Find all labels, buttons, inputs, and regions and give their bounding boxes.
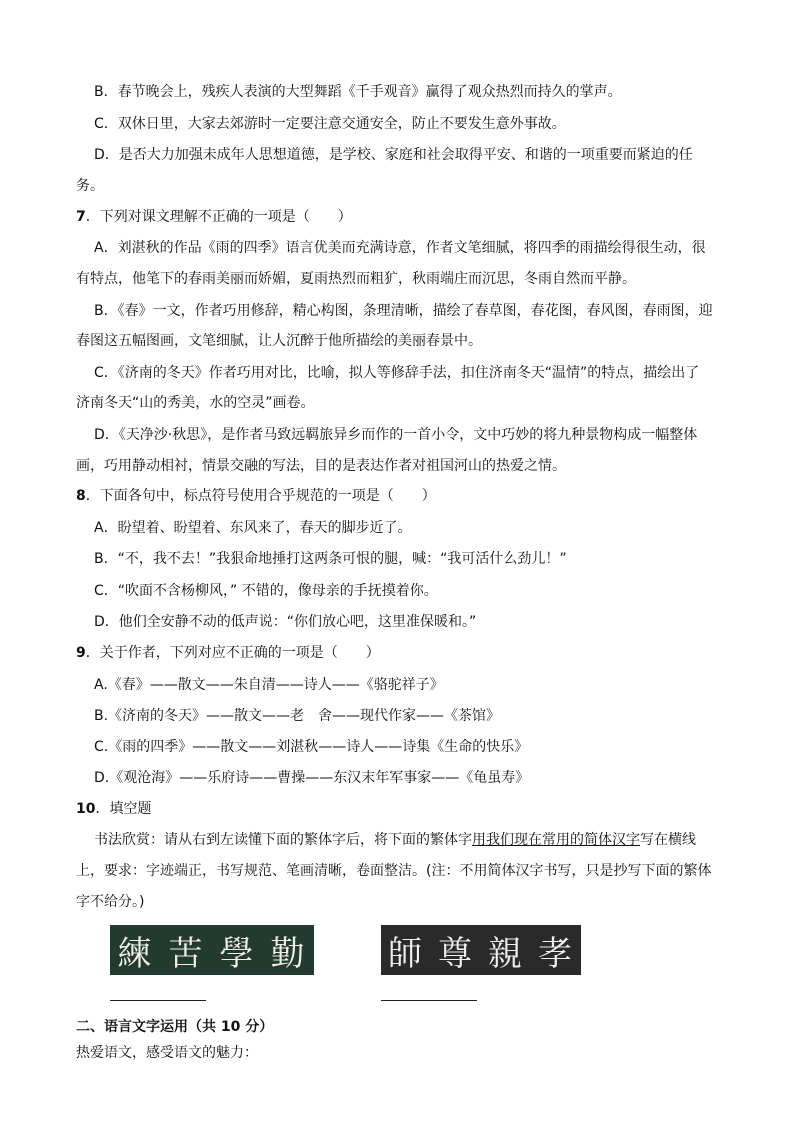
q8-option-d: D．他们全安静不动的低声说：“你们放心吧，这里准保暖和。”: [94, 614, 477, 630]
instruction-underlined: 用我们现在常用的简体汉字: [472, 832, 640, 848]
answer-blank-right[interactable]: [381, 1000, 477, 1001]
question-number: 10: [76, 801, 96, 817]
section-2-intro: 热爱语文，感受语文的魅力：: [76, 1045, 258, 1061]
q7-option-c: C．《济南的冬天》作者巧用对比，比喻，拟人等修辞手法，扣住济南冬天“温情”的特点，描绘出了: [94, 365, 700, 381]
question-10: [76, 799, 764, 819]
q10-instruction-end: 字不给分。): [76, 894, 145, 910]
instruction-text: 书法欣赏：请从右到左读懂下面的繁体字后，将下面的繁体字: [94, 832, 472, 848]
q6-option-d-cont: 务。: [76, 178, 104, 194]
calligraphy-image-right: [381, 925, 581, 975]
calligraphy-char: 尊: [438, 933, 474, 974]
calligraphy-char: 學: [219, 933, 256, 974]
question-number: 8: [76, 488, 86, 504]
question-9: [76, 643, 764, 663]
q7-option-b-cont: 春图这五幅图画，文笔细腻，让人沉醉于他所描绘的美丽春景中。: [76, 333, 482, 349]
question-stem: ．填空题: [95, 801, 152, 817]
q8-option-a: A．盼望着、盼望着、东风来了，春天的脚步近了。: [94, 520, 412, 536]
q9-option-b: B.《济南的冬天》——散文——老 舍——现代作家——《茶馆》: [94, 708, 501, 724]
answer-blank-left[interactable]: [110, 1000, 206, 1001]
q6-option-b: B．春节晚会上，残疾人表演的大型舞蹈《千手观音》赢得了观众热烈而持久的掌声。: [94, 84, 622, 100]
q7-option-b: B．《春》一文，作者巧用修辞，精心构图，条理清晰，描绘了春草图，春花图，春风图，春雨图，迎: [94, 303, 713, 319]
q7-option-a-cont: 有特点，他笔下的春雨美丽而娇媚，夏雨热烈而粗犷，秋雨端庄而沉思，冬雨自然而平静。: [76, 271, 636, 287]
question-7: [76, 207, 764, 227]
calligraphy-char: 勤: [270, 933, 307, 974]
q7-option-c-cont: 济南冬天“山的秀美，水的空灵”画卷。: [76, 395, 315, 411]
q8-option-c: C．“吹面不含杨柳风，” 不错的，像母亲的手抚摸着你。: [94, 583, 438, 599]
calligraphy-char: 練: [117, 933, 154, 974]
question-8: [76, 486, 764, 506]
q6-option-d: D．是否大力加强未成年人思想道德，是学校、家庭和社会取得平安、和谐的一项重要而紧迫的任: [94, 147, 693, 163]
q9-option-a: A.《春》——散文——朱自清——诗人——《骆驼祥子》: [94, 677, 444, 693]
calligraphy-char: 孝: [538, 933, 574, 974]
calligraphy-image-left: [110, 925, 314, 975]
q9-option-c: C.《雨的四季》——散文——刘湛秋——诗人——诗集《生命的快乐》: [94, 739, 529, 755]
q6-option-c: C．双休日里，大家去郊游时一定要注意交通安全，防止不要发生意外事故。: [94, 116, 566, 132]
q8-option-b: B．“不，我不去！”我狠命地捶打这两条可恨的腿，喊：“我可活什么劲儿！”: [94, 551, 567, 567]
q9-option-d: D.《观沧海》——乐府诗——曹操——东汉末年军事家——《龟虽寿》: [94, 770, 530, 786]
question-stem: ．下列对课文理解不正确的一项是（ ）: [85, 209, 352, 225]
q7-option-a: A．刘湛秋的作品《雨的四季》语言优美而充满诗意，作者文笔细腻，将四季的雨描绘得很生动，很: [94, 240, 706, 256]
section-2-title: 二、语言文字运用（共 10 分）: [76, 1019, 274, 1035]
calligraphy-char: 苦: [168, 933, 205, 974]
question-stem: ．下面各句中，标点符号使用合乎规范的一项是（ ）: [85, 488, 436, 504]
q7-option-d: D．《天净沙·秋思》，是作者马致远羁旅异乡而作的一首小令，文中巧妙的将九种景物构成一幅整体: [94, 427, 698, 443]
instruction-text-end: 写在横线: [640, 832, 696, 848]
q10-instruction-cont: 上，要求：字迹端正，书写规范、笔画清晰，卷面整洁。(注：不用简体汉字书写，只是抄写下面的繁体: [76, 863, 712, 879]
question-number: 9: [76, 645, 86, 661]
q10-instruction: [94, 830, 764, 850]
question-number: 7: [76, 209, 86, 225]
question-stem: ．关于作者，下列对应不正确的一项是（ ）: [85, 645, 380, 661]
calligraphy-char: 親: [488, 933, 524, 974]
q7-option-d-cont: 画，巧用静动相衬，情景交融的写法，目的是表达作者对祖国河山的热爱之情。: [76, 458, 566, 474]
calligraphy-char: 師: [388, 933, 424, 974]
